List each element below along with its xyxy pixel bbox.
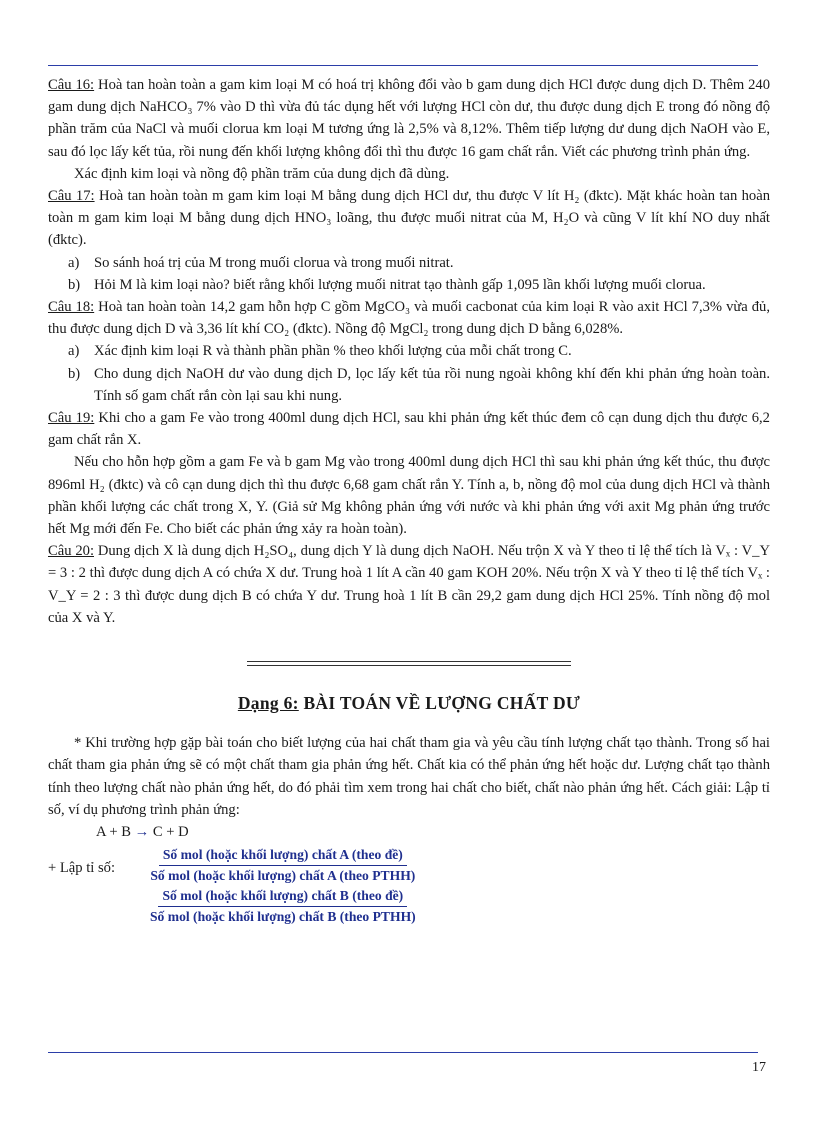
- question-label: Câu 18:: [48, 299, 95, 316]
- question-text: Hoà tan hoàn toàn 14,2 gam hỗn hợp C gồm MgCO₃ và muối cacbonat của kim loại R vào axit HCl 7,3% vừa đủ, thu được dung dịch D và 3,36 lít khí CO₂ (đktc). Nồng độ MgCl₂ trong dung dịch D bằng 6,028%.: [48, 299, 770, 338]
- question-text: Dung dịch X là dung dịch H₂SO₄, dung dịch Y là dung dịch NaOH. Nếu trộn X và Y theo tỉ lệ thể tích là Vₓ : V_Y = 3 : 2 thì được dung dịch A có chứa X dư. Trung hoà 1 lít A cần 40 gam KOH 20%. Nếu trộn X và Y theo tỉ lệ thể tích Vₓ : V_Y = 2 : 3 thì được dung dịch B có chứa Y dư. Trung hoà 1 lít B cần 29,2 gam dung dịch HCl 25%. Tính nồng độ mol của X và Y.: [48, 543, 770, 626]
- question-label: Câu 19:: [48, 410, 95, 427]
- products: C + D: [152, 824, 189, 841]
- question-text: Hoà tan hoàn toàn a gam kim loại M có hoá trị không đổi vào b gam dung dịch HCl được dung dịch D. Thêm 240 gam dung dịch NaHCO₃ 7% vào D thì vừa đủ tác dụng hết với lượng HCl còn dư, thu được dung dịch E trong đó nồng độ phần trăm của NaCl và muối clorua km loại M tương ứng là 2,5% và 8,12%. Thêm tiếp lượng dư dung dịch NaOH vào E, sau đó lọc lấy kết tủa, rồi nung đến khối lượng không đổi thì thu được 16 gam chất rắn. Viết các phương trình phản ứng.: [48, 77, 771, 160]
- fraction-denominator: Số mol (hoặc khối lượng) chất A (theo PTHH): [150, 868, 416, 884]
- question-label: Câu 16:: [48, 77, 95, 93]
- list-marker: b): [68, 276, 81, 293]
- question-16-task: Xác định kim loại và nồng độ phần trăm của dung dịch đã dùng.: [74, 165, 450, 182]
- question-label: Câu 20:: [48, 543, 94, 560]
- list-item: [48, 274, 770, 296]
- ratio-fractions: [146, 845, 420, 927]
- question-18: [48, 296, 770, 340]
- ratio-label: + Lập tỉ số:: [48, 860, 116, 877]
- list-text: Xác định kim loại R và thành phần phần % theo khối lượng của mỗi chất trong C.: [94, 343, 572, 360]
- fraction-numerator: Số mol (hoặc khối lượng) chất A (theo đề): [159, 845, 407, 866]
- list-item: [48, 252, 770, 274]
- reactants: A + B: [96, 824, 131, 841]
- question-19: [48, 407, 770, 451]
- list-marker: a): [68, 343, 80, 360]
- list-marker: b): [68, 365, 81, 382]
- page-content: [48, 74, 770, 927]
- list-item: [48, 340, 770, 362]
- list-text: Cho dung dịch NaOH dư vào dung dịch D, lọc lấy kết tủa rồi nung ngoài không khí đến khi phản ứng hoàn toàn. Tính số gam chất rắn còn lại sau khi nung.: [94, 365, 770, 404]
- fraction-b: [146, 886, 420, 927]
- footer-rule: [48, 1052, 758, 1053]
- section-intro: * Khi trường hợp gặp bài toán cho biết lượng của hai chất tham gia và yêu cầu tính lượng chất tạo thành. Trong số hai chất tham gia phản ứng sẽ có một chất tham gia phản ứng hết. Chất kia có thể phản ứng hết hoặc dư. Lượng chất tạo thành tính theo lượng chất nào phản ứng hết, do đó phải tìm xem trong hai chất cho biết, chất nào phản ứng hết. Cách giải: Lập tỉ số, ví dụ phương trình phản ứng:: [48, 735, 770, 818]
- fraction-denominator: Số mol (hoặc khối lượng) chất B (theo PTHH): [150, 909, 416, 925]
- list-text: So sánh hoá trị của M trong muối clorua và trong muối nitrat.: [94, 254, 454, 271]
- ratio-block: [48, 845, 770, 927]
- fraction-numerator: Số mol (hoặc khối lượng) chất B (theo đề): [158, 886, 407, 907]
- list-marker: a): [68, 254, 80, 271]
- arrow-icon: →: [131, 824, 153, 841]
- question-20: [48, 540, 770, 629]
- question-text: Khi cho a gam Fe vào trong 400ml dung dịch HCl, sau khi phản ứng kết thúc đem cô cạn dung dịch thu được 6,2 gam chất rắn X.: [48, 410, 770, 449]
- fraction-a: [146, 845, 419, 886]
- page-number: 17: [752, 1060, 766, 1075]
- list-text: Hỏi M là kim loại nào? biết rằng khối lượng muối nitrat tạo thành gấp 1,095 lần khối lượng muối clorua.: [94, 276, 706, 293]
- section-heading: [48, 692, 770, 714]
- reaction-equation: [96, 821, 770, 843]
- question-19-part-2: Nếu cho hỗn hợp gồm a gam Fe và b gam Mg vào trong 400ml dung dịch HCl thì sau khi phản ứng kết thúc, thu được 896ml H₂ (đktc) và cô cạn dung dịch thì thu được 6,68 gam chất rắn Y. Tính a, b, nồng độ mol của dung dịch HCl và thành phần khối lượng các chất trong X, Y. (Giả sử Mg không phản ứng với nước và khi phản ứng với axit Mg phản ứng trước hết Mg mới đến Fe. Cho biết các phản ứng xảy ra hoàn toàn).: [48, 454, 770, 538]
- section-divider: [247, 661, 571, 666]
- list-item: [48, 363, 770, 407]
- question-17: [48, 185, 770, 252]
- question-text: Hoà tan hoàn toàn m gam kim loại M bằng dung dịch HCl dư, thu được V lít H₂ (đktc). Mặt khác hoàn tan hoàn toàn m gam kim loại M bằng dung dịch HNO₃ loãng, thu được muối nitrat của M, H₂O và cũng V lít khí NO duy nhất (đktc).: [48, 188, 771, 249]
- section-title: BÀI TOÁN VỀ LƯỢNG CHẤT DƯ: [298, 693, 581, 714]
- question-16: [48, 74, 770, 163]
- question-label: Câu 17:: [48, 188, 95, 205]
- header-rule: [48, 65, 758, 66]
- section-label: Dạng 6:: [237, 693, 299, 714]
